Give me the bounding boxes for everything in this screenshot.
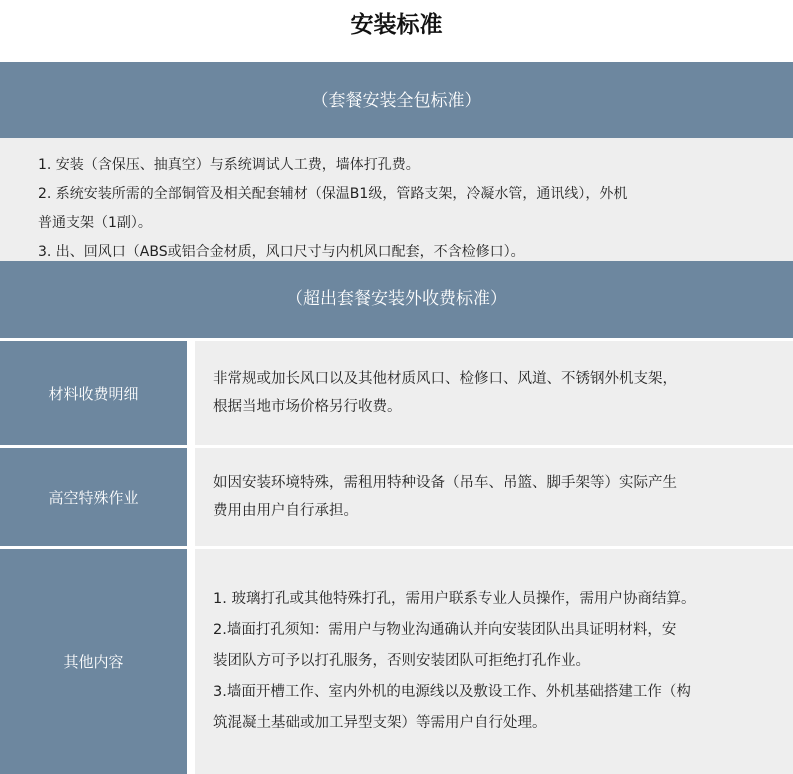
fee-row-line: 费用由用户自行承担。 bbox=[213, 503, 358, 519]
fee-row-line: 非常规或加长风口以及其他材质风口、检修口、风道、不锈钢外机支架， bbox=[213, 371, 677, 387]
fee-row-line: 装团队方可予以打孔服务，否则安装团队可拒绝打孔作业。 bbox=[213, 653, 590, 669]
package-item-list bbox=[38, 151, 768, 267]
fee-row-content bbox=[195, 549, 793, 774]
fee-row-line: 如因安装环境特殊，需租用特种设备（吊车、吊篮、脚手架等）实际产生 bbox=[213, 475, 677, 491]
package-details bbox=[0, 138, 793, 261]
fee-row-text bbox=[195, 584, 707, 739]
extra-charges-heading: （超出套餐安装外收费标准） bbox=[0, 261, 793, 338]
page-title: 安装标准 bbox=[350, 12, 443, 38]
package-item: 普通支架（1副）。 bbox=[38, 215, 152, 231]
package-item: 1. 安装（含保压、抽真空）与系统调试人工费，墙体打孔费。 bbox=[38, 157, 420, 173]
fee-row-text bbox=[195, 365, 689, 421]
fee-row-materials bbox=[0, 341, 793, 445]
fee-row-line: 1. 玻璃打孔或其他特殊打孔，需用户联系专业人员操作，需用户协商结算。 bbox=[213, 591, 696, 607]
package-heading: （套餐安装全包标准） bbox=[0, 62, 793, 138]
fee-row-line: 2.墙面打孔须知：需用户与物业沟通确认并向安装团队出具证明材料，安 bbox=[213, 622, 677, 638]
fee-row-other bbox=[0, 549, 793, 774]
fee-row-line: 根据当地市场价格另行收费。 bbox=[213, 399, 402, 415]
fee-row-high-altitude bbox=[0, 448, 793, 546]
fee-row-line: 筑混凝土基础或加工异型支架）等需用户自行处理。 bbox=[213, 715, 547, 731]
fee-row-content bbox=[195, 341, 793, 445]
package-item: 3. 出、回风口（ABS或铝合金材质，风口尺寸与内机风口配套，不含检修口）。 bbox=[38, 244, 525, 260]
fee-row-label: 其他内容 bbox=[0, 549, 187, 774]
fee-row-line: 3.墙面开槽工作、室内外机的电源线以及敷设工作、外机基础搭建工作（构 bbox=[213, 684, 691, 700]
fee-row-label: 高空特殊作业 bbox=[0, 448, 187, 546]
package-item: 2. 系统安装所需的全部铜管及相关配套辅材（保温B1级，管路支架，冷凝水管，通讯线），外机 bbox=[38, 186, 628, 202]
fee-row-content bbox=[195, 448, 793, 546]
fee-row-label: 材料收费明细 bbox=[0, 341, 187, 445]
fee-row-text bbox=[195, 469, 689, 525]
